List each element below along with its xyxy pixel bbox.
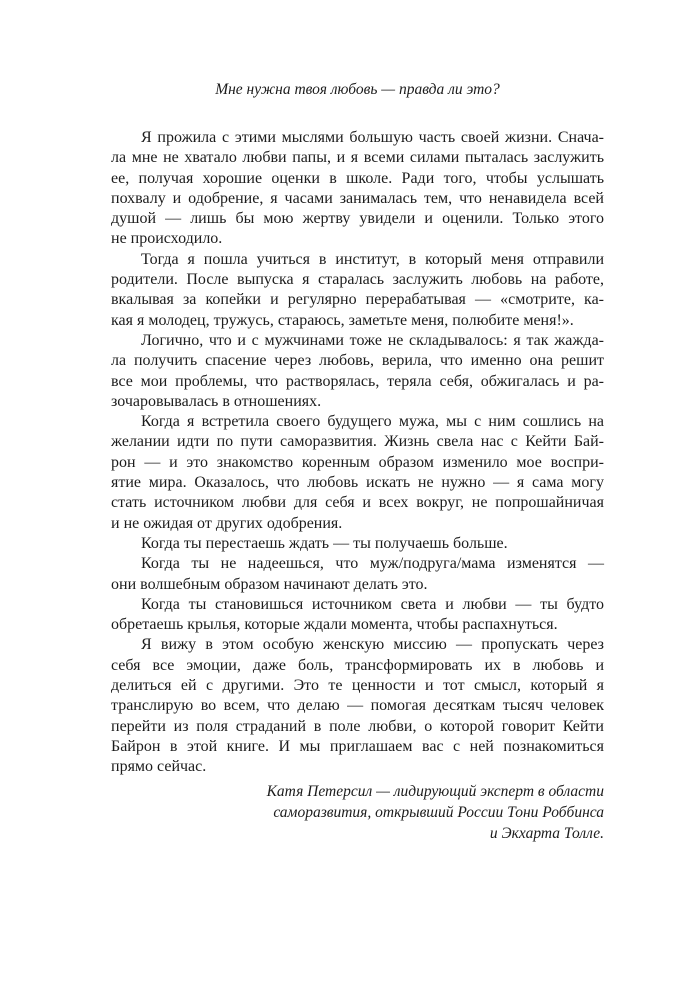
attribution-line: Катя Петерсил — лидирующий эксперт в области (266, 782, 604, 800)
text-line: зочаровывалась в отношениях. (111, 392, 322, 410)
paragraph (111, 412, 604, 534)
text-line: себя все эмоции, даже боль, трансформировать их в любовь и (111, 656, 604, 674)
text-line: Когда ты становишься источником света и любви — ты будто (141, 595, 604, 613)
paragraph (111, 554, 604, 595)
text-line: душой — лишь бы мою жертву увидели и оценили. Только этого (111, 210, 604, 228)
body-text (111, 128, 604, 778)
text-line: Когда ты перестаешь ждать — ты получаешь больше. (141, 534, 508, 552)
text-line: прямо сейчас. (111, 758, 207, 776)
text-line: ла мне не хватало любви папы, и я всеми силами пыталась заслужить (111, 149, 604, 167)
text-line: Когда ты не надеешься, что муж/подруга/мама изменятся — (141, 555, 604, 573)
text-line: ла получить спасение через любовь, верила, что именно она решит (111, 352, 604, 370)
text-line: Я прожила с этими мыслями большую часть своей жизни. Снача- (141, 129, 604, 146)
attribution-line: саморазвития, открывший России Тони Роббинса (273, 803, 604, 821)
text-line: стать источником любви для себя и всех вокруг, не попрошайничая (111, 494, 604, 512)
text-line: Тогда я пошла учиться в институт, в который меня отправили (141, 250, 604, 268)
text-line: и не ожидая от других одобрения. (111, 514, 343, 532)
paragraph (111, 250, 604, 331)
text-line: кая я молодец, тружусь, стараюсь, заметьте меня, полюбите меня!». (111, 311, 574, 329)
attribution (111, 781, 604, 844)
text-line: Байрон в этой книге. И мы приглашаем вас с ней познакомиться (111, 737, 604, 755)
paragraph (111, 331, 604, 412)
text-line: Когда я встретила своего будущего мужа, мы с ним сошлись на (141, 413, 604, 431)
text-line: ее, получая хорошие оценки в школе. Ради того, чтобы услышать (111, 169, 604, 187)
text-line: родители. После выпуска я старалась заслужить любовь на работе, (111, 271, 604, 289)
paragraph (111, 534, 604, 554)
running-header: Мне нужна твоя любовь — правда ли это? (215, 81, 500, 98)
text-line: желании идти по пути саморазвития. Жизнь свела нас с Кейти Бай- (111, 433, 604, 451)
attribution-line: и Экхарта Толле. (489, 824, 604, 842)
text-line: рон — и это знакомство коренным образом изменило мое воспри- (111, 453, 604, 471)
text-line: похвалу и одобрение, я часами занималась тем, что ненавидела всей (111, 189, 604, 207)
text-line: транслирую во всем, что делаю — помогая десяткам тысяч человек (111, 697, 604, 715)
paragraph (111, 635, 604, 777)
paragraph (111, 595, 604, 636)
text-line: ятие мира. Оказалось, что любовь искать не нужно — я сама могу (111, 474, 604, 492)
text-line: Логично, что и с мужчинами тоже не складывалось: я так жажда- (141, 331, 604, 349)
text-line: они волшебным образом начинают делать это. (111, 575, 428, 593)
text-line: обретаешь крылья, которые ждали момента, чтобы распахнуться. (111, 616, 558, 634)
text-line: перейти из поля страданий в поле любви, о которой говорит Кейти (111, 717, 604, 735)
paragraph (111, 128, 604, 250)
text-line: все мои проблемы, что растворялась, теряла себя, обжигалась и ра- (111, 372, 604, 390)
text-column (111, 80, 604, 844)
text-line: Я вижу в этом особую женскую миссию — пропускать через (141, 636, 604, 654)
text-line: вкалывая за копейки и регулярно перерабатывая — «смотрите, ка- (111, 291, 604, 309)
text-line: не происходило. (111, 230, 223, 248)
text-line: делиться ей с другими. Это те ценности и тот смысл, который я (111, 677, 604, 695)
